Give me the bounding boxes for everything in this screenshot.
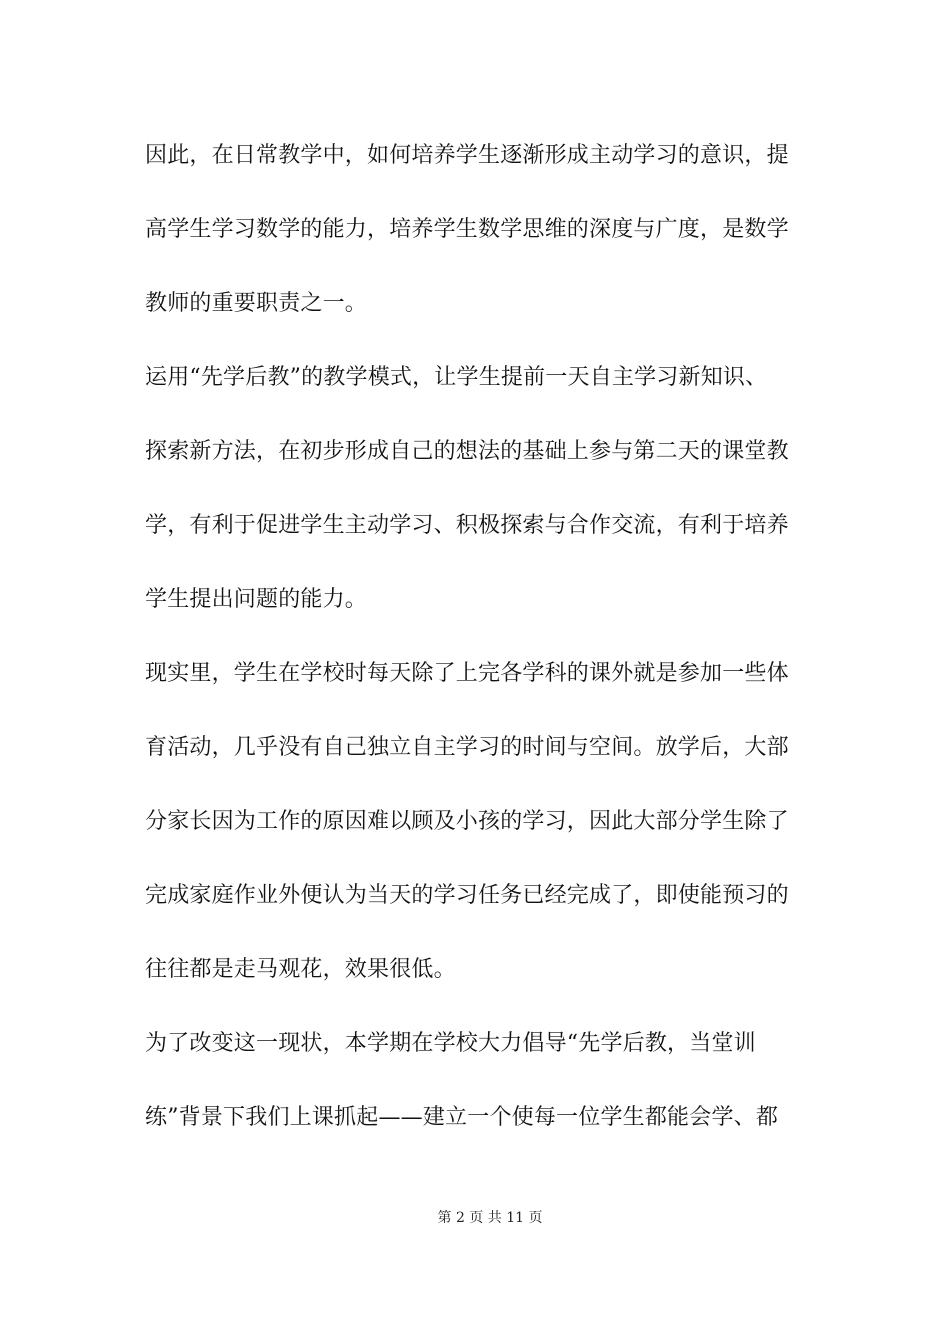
text-line: 练”背景下我们上课抓起——建立一个使每一位学生都能会学、都 <box>145 1105 779 1130</box>
text-line: 现实里，学生在学校时每天除了上完各学科的课外就是参加一些体 <box>145 661 789 686</box>
text-line: 教师的重要职责之一。 <box>145 291 368 316</box>
page-number: 第 2 页 共 11 页 <box>437 1210 543 1226</box>
text-line: 学，有利于促进学生主动学习、积极探索与合作交流，有利于培养 <box>145 513 789 538</box>
text-line: 探索新方法，在初步形成自己的想法的基础上参与第二天的课堂教 <box>145 439 789 464</box>
text-line: 往往都是走马观花，效果很低。 <box>145 957 456 982</box>
text-line: 分家长因为工作的原因难以顾及小孩的学习，因此大部分学生除了 <box>145 809 789 834</box>
text-line: 完成家庭作业外便认为当天的学习任务已经完成了，即使能预习的 <box>145 883 789 908</box>
text-line: 育活动，几乎没有自己独立自主学习的时间与空间。放学后，大部 <box>145 735 789 760</box>
text-line: 学生提出问题的能力。 <box>145 587 368 612</box>
text-line: 为了改变这一现状，本学期在学校大力倡导“先学后教，当堂训 <box>145 1031 756 1056</box>
text-line: 高学生学习数学的能力，培养学生数学思维的深度与广度，是数学 <box>145 217 789 242</box>
page-footer <box>0 1208 950 1228</box>
text-line: 因此，在日常教学中，如何培养学生逐渐形成主动学习的意识，提 <box>145 143 789 168</box>
text-line: 运用“先学后教”的教学模式，让学生提前一天自主学习新知识、 <box>145 365 768 390</box>
